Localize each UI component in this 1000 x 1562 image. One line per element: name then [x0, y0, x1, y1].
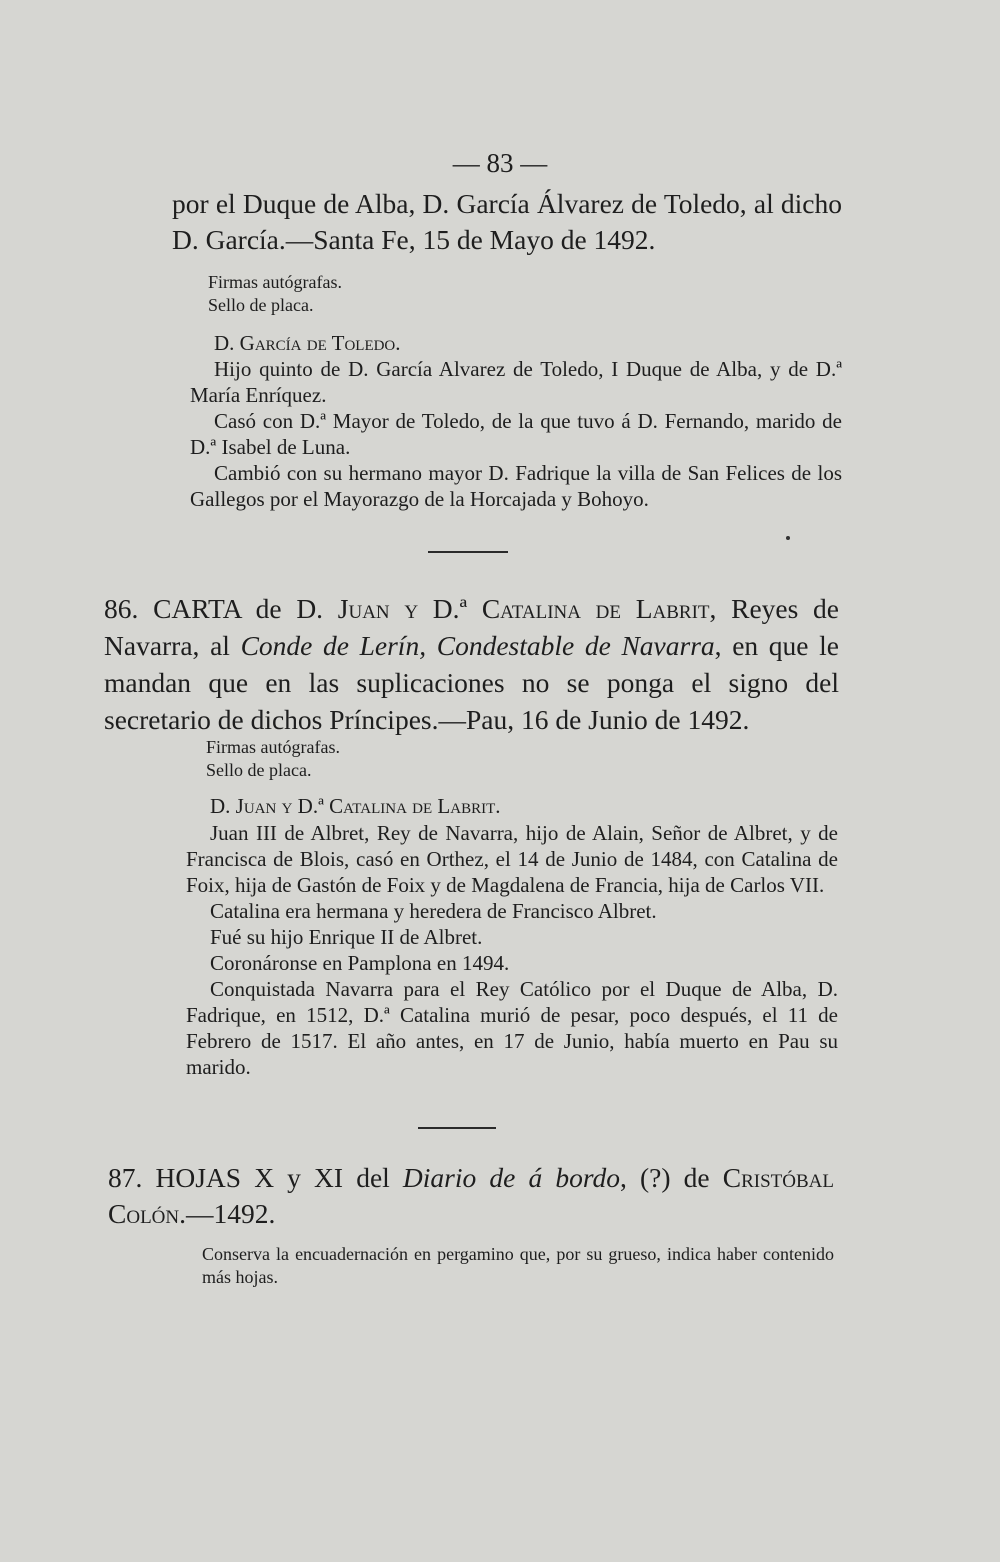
commentary-paragraph: Catalina era hermana y heredera de Francisco Albret.	[210, 899, 657, 923]
entry-text: .—1492.	[179, 1198, 276, 1229]
entry-85-person-heading: D. García de Toledo.	[214, 331, 401, 355]
entry-86-heading	[104, 590, 839, 738]
note-signatures: Firmas autógrafas.	[208, 272, 342, 292]
entry-text: , Reyes de Navarra, al	[104, 593, 839, 661]
note-seal: Sello de placa.	[208, 295, 314, 315]
commentary-paragraph: Conquistada Navarra para el Rey Católico por el Duque de Alba, D. Fadrique, en 1512, D.ª Catalina murió de pesar, poco después, el 11 de Febrero de 1517. El año antes, en 17 de Junio, había muerto en Pau su marido.	[186, 977, 838, 1079]
section-divider	[428, 551, 508, 553]
commentary-paragraph: Casó con D.ª Mayor de Toledo, de la que tuvo á D. Fernando, marido de D.ª Isabel de Luna.	[190, 409, 842, 459]
entry-85-notes	[208, 271, 342, 317]
entry-85-commentary	[190, 356, 842, 512]
entry-text: , en que le mandan que en las suplicaciones no se ponga el signo del secretario de dichos Príncipes.—Pau, 16 de Junio de 1492.	[104, 630, 839, 735]
entry-number: 87.	[108, 1162, 143, 1193]
note-seal: Sello de placa.	[206, 760, 312, 780]
entry-work-title: Diario de á bordo	[402, 1162, 621, 1193]
entry-87-heading	[108, 1160, 834, 1232]
entry-87-note: Conserva la encuadernación en pergamino que, por su grueso, indica haber contenido más hojas.	[202, 1244, 834, 1287]
entry-names: Juan y D.ª Catalina de Labrit	[337, 593, 710, 624]
entry-text: , (?) de	[620, 1162, 723, 1193]
entry-86-notes	[206, 736, 340, 782]
entry-author: Cristóbal Colón	[108, 1162, 835, 1229]
note-signatures: Firmas autógrafas.	[206, 737, 340, 757]
page-number: — 83 —	[452, 148, 548, 178]
commentary-paragraph: Coronáronse en Pamplona en 1494.	[210, 951, 510, 975]
commentary-paragraph: Fué su hijo Enrique II de Albret.	[210, 925, 483, 949]
commentary-paragraph: Cambió con su hermano mayor D. Fadrique la villa de San Felices de los Gallegos por el Mayorazgo de la Horcajada y Bohoyo.	[190, 461, 842, 511]
commentary-paragraph: Hijo quinto de D. García Alvarez de Toledo, I Duque de Alba, y de D.ª María Enríquez.	[190, 357, 842, 407]
commentary-paragraph: Juan III de Albret, Rey de Navarra, hijo de Alain, Señor de Albret, y de Francisca de Blois, casó en Orthez, el 14 de Junio de 1484, con Catalina de Foix, hija de Gastón de Foix y de Magdalena de Francia, hija de Carlos VII.	[186, 821, 838, 897]
entry-addressee: Conde de Lerín, Condestable de Navarra	[240, 630, 715, 661]
entry-85-text: por el Duque de Alba, D. García Álvarez de Toledo, al dicho D. García.—Santa Fe, 15 de Mayo de 1492.	[172, 188, 842, 255]
print-speck	[786, 536, 790, 540]
section-divider	[418, 1127, 496, 1129]
entry-title: HOJAS X y XI	[155, 1162, 344, 1193]
entry-title: CARTA	[153, 593, 241, 624]
entry-86-person-heading: D. Juan y D.ª Catalina de Labrit.	[210, 794, 501, 818]
entry-text: del	[343, 1162, 403, 1193]
entry-text: de D.	[240, 593, 338, 624]
entry-number: 86.	[104, 593, 139, 624]
entry-86-commentary	[186, 820, 838, 1080]
